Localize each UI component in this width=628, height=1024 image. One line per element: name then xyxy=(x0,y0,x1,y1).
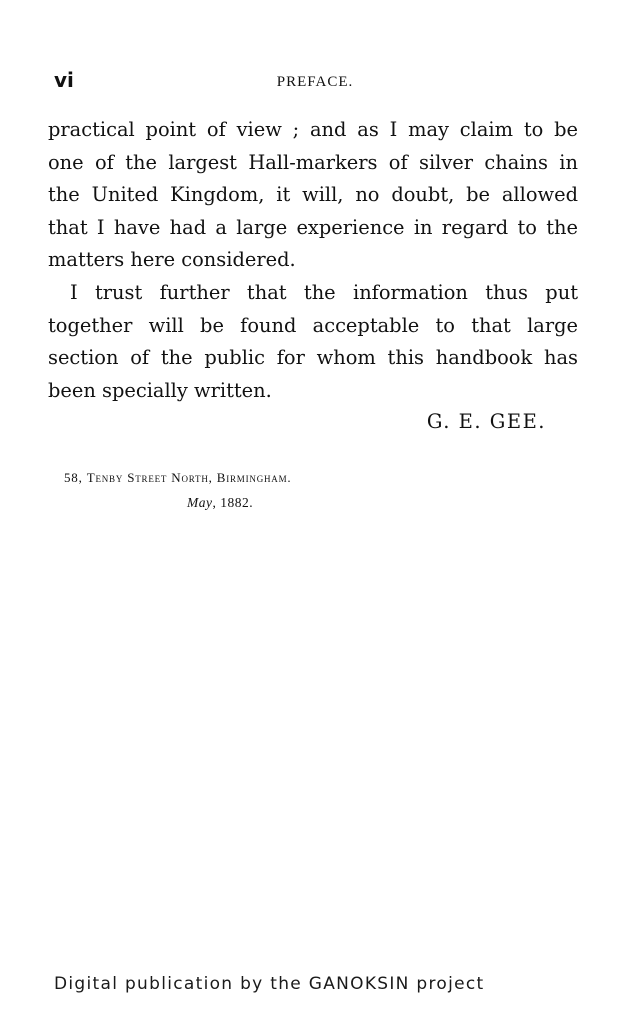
paragraph-2 xyxy=(48,277,578,407)
footer-credit: Digital publication by the GANOKSIN project xyxy=(54,974,485,994)
paragraph-1-line-2: one of the largest Hall-markers of silver chains in xyxy=(48,150,578,174)
paragraph-1-line-5: matters here considered. xyxy=(48,248,296,272)
paragraph-2-line-3: section of the public for whom this handbook has xyxy=(48,346,578,370)
address xyxy=(64,469,291,487)
running-head: PREFACE. xyxy=(276,74,354,90)
paragraph-2-line-1: I trust further that the information thus put xyxy=(70,280,578,304)
date xyxy=(187,494,253,512)
page-number: vi xyxy=(54,68,74,92)
paragraph-1-line-1: practical point of view ; and as I may claim to be xyxy=(48,118,578,141)
paragraph-2-line-4: been specially written. xyxy=(48,378,272,402)
body-text xyxy=(48,114,578,407)
paragraph-1-line-3: the United Kingdom, it will, no doubt, be allowed xyxy=(48,183,578,207)
date-month: May xyxy=(187,495,213,510)
signature: G. E. GEE. xyxy=(426,410,546,433)
paragraph-2-line-2: together will be found acceptable to that large xyxy=(48,313,578,337)
address-street: Tenby Street North, Birmingham. xyxy=(86,470,292,485)
date-year: , 1882. xyxy=(212,495,254,510)
address-number: 58, xyxy=(64,470,83,485)
paragraph-1 xyxy=(48,114,578,277)
paragraph-1-line-4: that I have had a large experience in regard to the xyxy=(48,215,578,239)
